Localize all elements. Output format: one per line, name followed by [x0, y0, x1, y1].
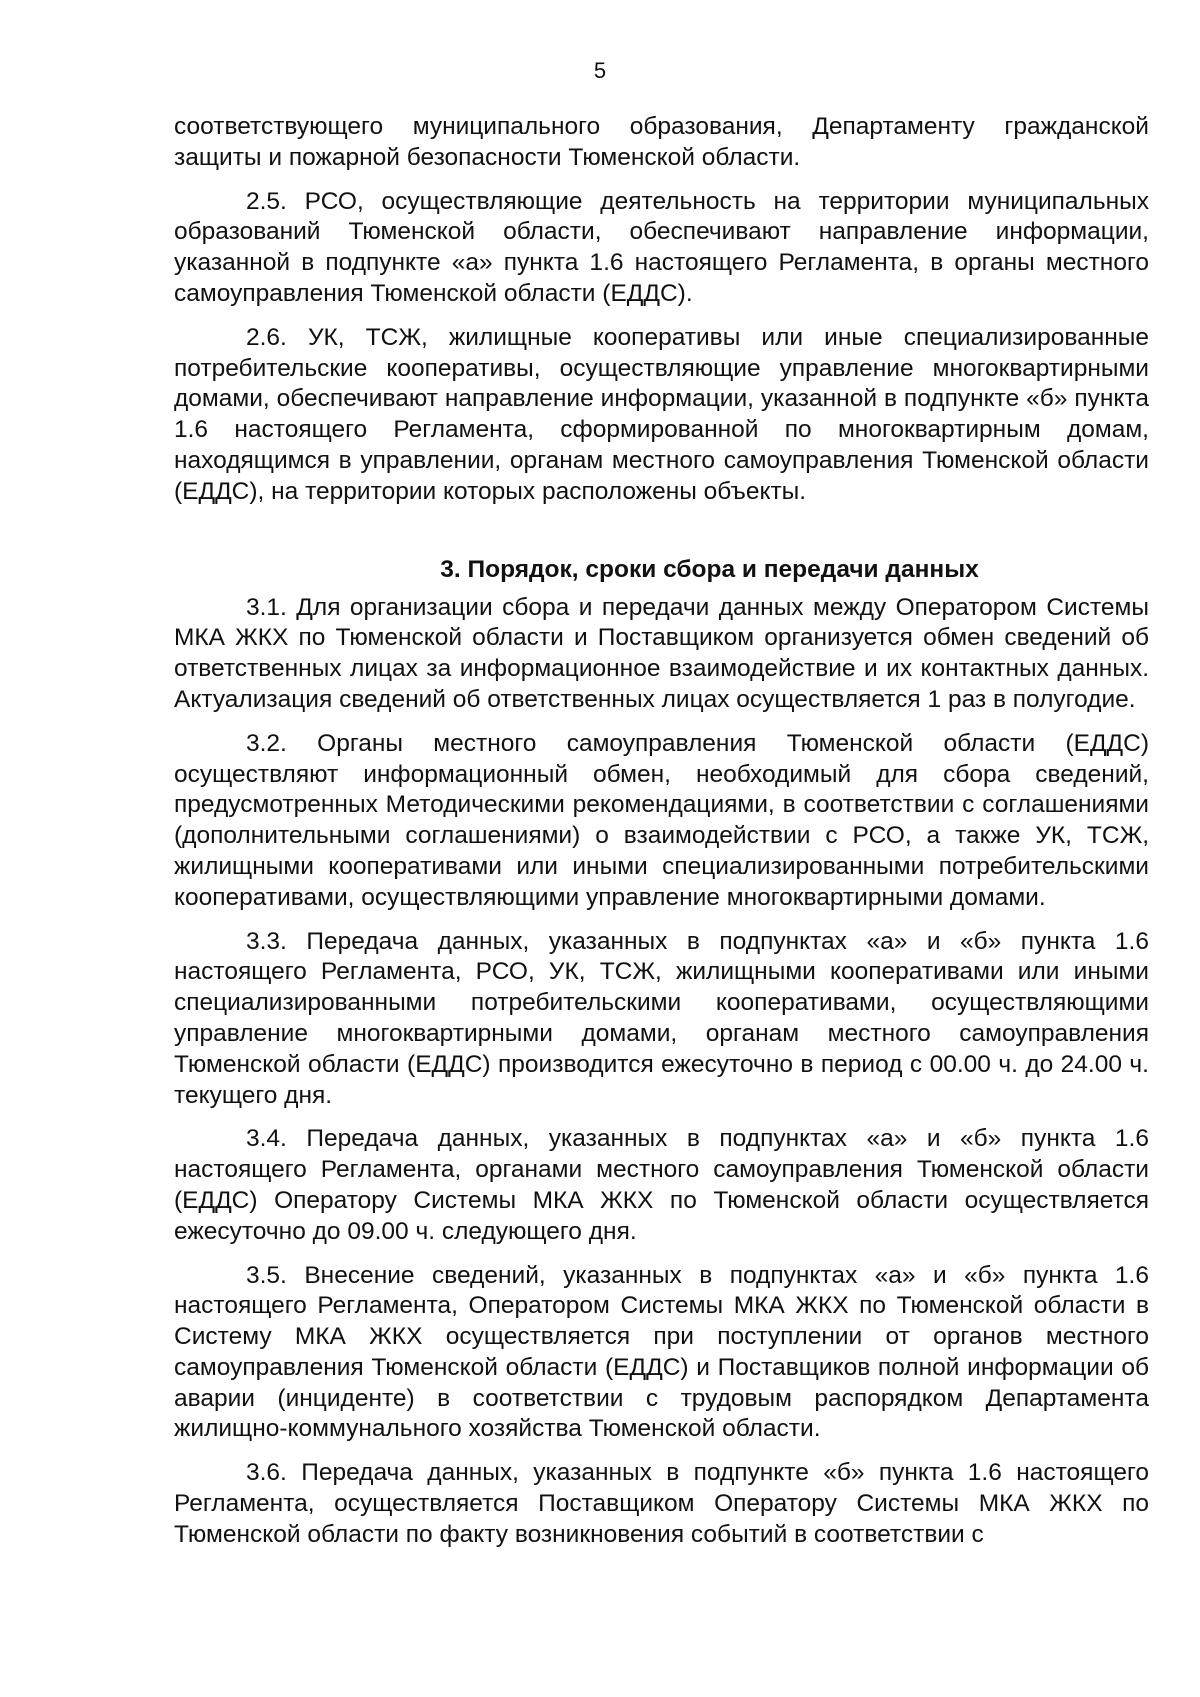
page-number: 5 [593, 58, 607, 83]
paragraph-3-5: 3.5. Внесение сведений, указанных в подпунктах «а» и «б» пункта 1.6 настоящего Регламента, Оператором Системы МКА ЖКХ по Тюменской области в Систему МКА ЖКХ осуществляется при поступлении от органов местного самоуправления Тюменской области (ЕДДС) и Поставщиков полной информации об аварии (инциденте) в соответствии с трудовым распорядком Департамента жилищно-коммунального хозяйства Тюменской области. [174, 1261, 1149, 1443]
paragraph-3-1: 3.1. Для организации сбора и передачи данных между Оператором Системы МКА ЖКХ по Тюменской области и Поставщиком организуется обмен сведений об ответственных лицах за информационное взаимодействие и их контактных данных. Актуализация сведений об ответственных лицах осуществляется 1 раз в полугодие. [174, 593, 1149, 713]
paragraph-3-2: 3.2. Органы местного самоуправления Тюменской области (ЕДДС) осуществляют информационный обмен, необходимый для сбора сведений, предусмотренных Методическими рекомендациями, в соответствии с соглашениями (дополнительными соглашениями) о взаимодействии с РСО, а также УК, ТСЖ, жилищными кооперативами или иными специализированными потребительскими кооперативами, осуществляющими управление многоквартирными домами. [174, 729, 1149, 911]
section-heading-3: 3. Порядок, сроки сбора и передачи данных [440, 555, 979, 583]
paragraph-3-6: 3.6. Передача данных, указанных в подпункте «б» пункта 1.6 настоящего Регламента, осуществляется Поставщиком Оператору Системы МКА ЖКХ по Тюменской области по факту возникновения событий в соответствии с [174, 1459, 1149, 1548]
paragraph-3-4: 3.4. Передача данных, указанных в подпунктах «а» и «б» пункта 1.6 настоящего Регламента, органами местного самоуправления Тюменской области (ЕДДС) Оператору Системы МКА ЖКХ по Тюменской области осуществляется ежесуточно до 09.00 ч. следующего дня. [174, 1125, 1149, 1245]
paragraph-continuation: соответствующего муниципального образования, Департаменту гражданской защиты и пожарной безопасности Тюменской области. [174, 113, 1149, 171]
paragraph-3-3: 3.3. Передача данных, указанных в подпунктах «а» и «б» пункта 1.6 настоящего Регламента, РСО, УК, ТСЖ, жилищными кооперативами или иными специализированными потребительскими кооперативами, осуществляющими управление многоквартирными домами, органам местного самоуправления Тюменской области (ЕДДС) производится ежесуточно в период с 00.00 ч. до 24.00 ч. текущего дня. [174, 927, 1149, 1109]
document-body [174, 112, 1149, 1564]
paragraph-2-5: 2.5. РСО, осуществляющие деятельность на территории муниципальных образований Тюменской области, обеспечивают направление информации, указанной в подпункте «а» пункта 1.6 настоящего Регламента, в органы местного самоуправления Тюменской области (ЕДДС). [174, 187, 1149, 307]
paragraph-2-6: 2.6. УК, ТСЖ, жилищные кооперативы или иные специализированные потребительские кооперативы, осуществляющие управление многоквартирными домами, обеспечивают направление информации, указанной в подпункте «б» пункта 1.6 настоящего Регламента, сформированной по многоквартирным домам, находящимся в управлении, органам местного самоуправления Тюменской области (ЕДДС), на территории которых расположены объекты. [174, 323, 1149, 505]
